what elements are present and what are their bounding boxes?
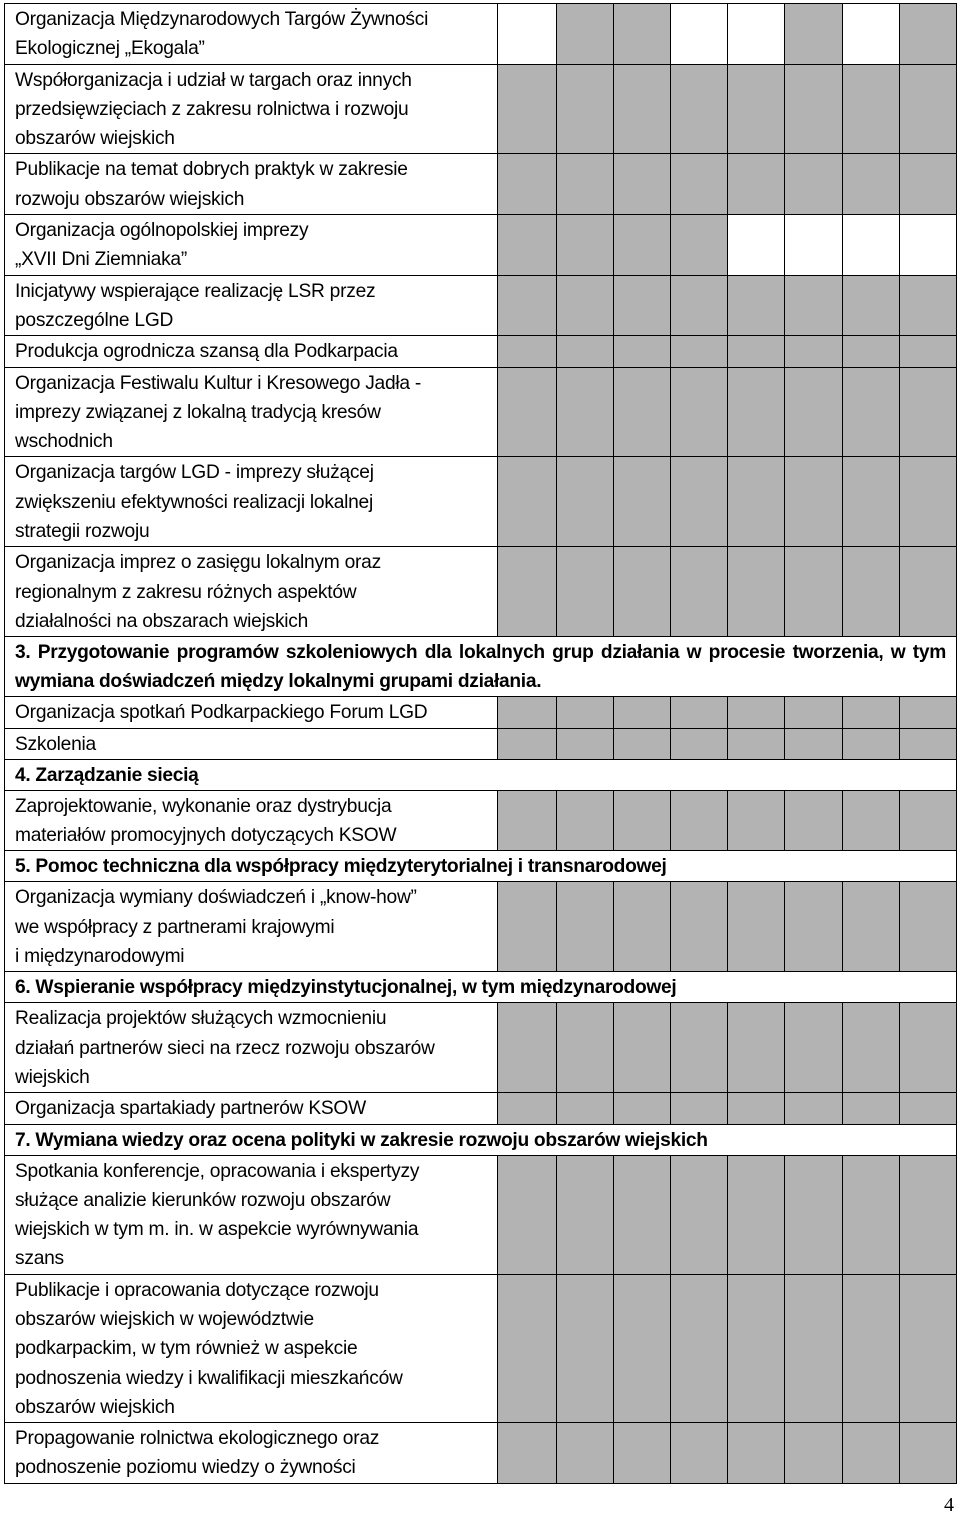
schedule-cell-filled bbox=[843, 1274, 900, 1422]
schedule-cell-filled bbox=[843, 154, 900, 215]
activity-row bbox=[5, 215, 957, 276]
schedule-cell-filled bbox=[900, 154, 957, 215]
schedule-cell-filled bbox=[728, 1423, 785, 1484]
schedule-cell-filled bbox=[671, 215, 728, 276]
page-number: 4 bbox=[944, 1494, 954, 1516]
schedule-cell-filled bbox=[498, 275, 557, 336]
schedule-cell-filled bbox=[498, 728, 557, 759]
schedule-cell-filled bbox=[785, 882, 843, 972]
schedule-cell-filled bbox=[728, 697, 785, 728]
schedule-cell-filled bbox=[843, 728, 900, 759]
schedule-cell-filled bbox=[614, 367, 671, 457]
schedule-cell-empty bbox=[498, 4, 557, 65]
schedule-cell-filled bbox=[900, 728, 957, 759]
schedule-cell-filled bbox=[900, 882, 957, 972]
activity-description: Organizacja Festiwalu Kultur i Kresowego Jadła - imprezy związanej z lokalną tradycją kresów wschodnich bbox=[5, 367, 498, 457]
schedule-cell-filled bbox=[557, 1274, 614, 1422]
activity-row bbox=[5, 882, 957, 972]
schedule-cell-filled bbox=[614, 547, 671, 637]
activity-row bbox=[5, 367, 957, 457]
schedule-cell-filled bbox=[614, 457, 671, 547]
activity-description: Organizacja Międzynarodowych Targów Żywności Ekologicznej „Ekogala” bbox=[5, 4, 498, 65]
activity-description: Publikacje na temat dobrych praktyk w zakresie rozwoju obszarów wiejskich bbox=[5, 154, 498, 215]
schedule-cell-filled bbox=[614, 1003, 671, 1093]
schedule-cell-filled bbox=[900, 790, 957, 851]
schedule-cell-filled bbox=[557, 1423, 614, 1484]
schedule-cell-filled bbox=[671, 1423, 728, 1484]
schedule-cell-filled bbox=[785, 64, 843, 154]
schedule-cell-filled bbox=[498, 336, 557, 367]
schedule-cell-filled bbox=[785, 4, 843, 65]
schedule-cell-filled bbox=[785, 154, 843, 215]
section-heading: 6. Wspieranie współpracy międzyinstytucjonalnej, w tym międzynarodowej bbox=[5, 972, 957, 1003]
schedule-cell-filled bbox=[557, 697, 614, 728]
schedule-cell-filled bbox=[728, 1155, 785, 1274]
schedule-cell-filled bbox=[728, 1003, 785, 1093]
schedule-cell-filled bbox=[671, 275, 728, 336]
schedule-cell-filled bbox=[843, 1003, 900, 1093]
schedule-cell-filled bbox=[785, 697, 843, 728]
schedule-cell-filled bbox=[614, 215, 671, 276]
activity-description: Organizacja targów LGD - imprezy służącej zwiększeniu efektywności realizacji lokalnej strategii rozwoju bbox=[5, 457, 498, 547]
activity-row bbox=[5, 1003, 957, 1093]
schedule-cell-filled bbox=[785, 1155, 843, 1274]
schedule-cell-empty bbox=[785, 215, 843, 276]
schedule-cell-filled bbox=[671, 367, 728, 457]
schedule-cell-filled bbox=[900, 1274, 957, 1422]
section-header-row bbox=[5, 851, 957, 882]
schedule-cell-filled bbox=[900, 697, 957, 728]
section-header-row bbox=[5, 637, 957, 697]
section-heading: 4. Zarządzanie siecią bbox=[5, 759, 957, 790]
schedule-cell-filled bbox=[614, 336, 671, 367]
schedule-cell-filled bbox=[671, 882, 728, 972]
schedule-cell-filled bbox=[728, 275, 785, 336]
activity-description: Propagowanie rolnictwa ekologicznego oraz podnoszenie poziomu wiedzy o żywności bbox=[5, 1423, 498, 1484]
schedule-cell-filled bbox=[614, 1423, 671, 1484]
schedule-cell-filled bbox=[671, 336, 728, 367]
activity-description: Organizacja spotkań Podkarpackiego Forum LGD bbox=[5, 697, 498, 728]
schedule-cell-filled bbox=[614, 1274, 671, 1422]
schedule-cell-filled bbox=[557, 215, 614, 276]
activity-row bbox=[5, 457, 957, 547]
schedule-cell-filled bbox=[557, 728, 614, 759]
schedule-cell-filled bbox=[843, 1423, 900, 1484]
schedule-cell-filled bbox=[843, 457, 900, 547]
activity-description: Spotkania konferencje, opracowania i ekspertyzy służące analizie kierunków rozwoju obszarów wiejskich w tym m. in. w aspekcie wyrównywania szans bbox=[5, 1155, 498, 1274]
schedule-cell-filled bbox=[900, 64, 957, 154]
schedule-cell-filled bbox=[498, 1155, 557, 1274]
schedule-cell-filled bbox=[614, 154, 671, 215]
schedule-cell-filled bbox=[557, 1003, 614, 1093]
schedule-cell-filled bbox=[785, 547, 843, 637]
activity-description: Realizacja projektów służących wzmocnieniu działań partnerów sieci na rzecz rozwoju obszarów wiejskich bbox=[5, 1003, 498, 1093]
activity-row bbox=[5, 154, 957, 215]
schedule-cell-filled bbox=[728, 1093, 785, 1124]
schedule-cell-filled bbox=[843, 64, 900, 154]
schedule-cell-filled bbox=[498, 547, 557, 637]
schedule-cell-filled bbox=[785, 790, 843, 851]
activity-description: Szkolenia bbox=[5, 728, 498, 759]
schedule-cell-filled bbox=[728, 728, 785, 759]
schedule-cell-filled bbox=[557, 367, 614, 457]
schedule-cell-filled bbox=[671, 790, 728, 851]
schedule-cell-filled bbox=[498, 882, 557, 972]
schedule-cell-filled bbox=[671, 1093, 728, 1124]
schedule-cell-filled bbox=[498, 1423, 557, 1484]
schedule-cell-empty bbox=[728, 4, 785, 65]
schedule-cell-filled bbox=[785, 1003, 843, 1093]
schedule-cell-filled bbox=[671, 697, 728, 728]
schedule-cell-filled bbox=[900, 1155, 957, 1274]
schedule-cell-filled bbox=[557, 547, 614, 637]
activity-row bbox=[5, 1274, 957, 1422]
schedule-cell-filled bbox=[557, 882, 614, 972]
schedule-cell-filled bbox=[843, 1155, 900, 1274]
schedule-cell-filled bbox=[900, 1423, 957, 1484]
schedule-cell-filled bbox=[557, 457, 614, 547]
schedule-cell-filled bbox=[614, 728, 671, 759]
schedule-cell-filled bbox=[728, 457, 785, 547]
schedule-cell-filled bbox=[671, 547, 728, 637]
schedule-cell-filled bbox=[498, 457, 557, 547]
schedule-cell-filled bbox=[785, 336, 843, 367]
schedule-cell-filled bbox=[671, 1155, 728, 1274]
schedule-cell-filled bbox=[498, 64, 557, 154]
section-header-row bbox=[5, 972, 957, 1003]
schedule-cell-empty bbox=[843, 215, 900, 276]
schedule-cell-filled bbox=[785, 275, 843, 336]
activity-description: Organizacja wymiany doświadczeń i „know-how” we współpracy z partnerami krajowymi i międzynarodowymi bbox=[5, 882, 498, 972]
schedule-cell-filled bbox=[843, 1093, 900, 1124]
schedule-cell-filled bbox=[671, 1003, 728, 1093]
schedule-cell-filled bbox=[728, 1274, 785, 1422]
schedule-cell-empty bbox=[728, 215, 785, 276]
activity-row bbox=[5, 697, 957, 728]
schedule-cell-filled bbox=[900, 1003, 957, 1093]
activity-description: Inicjatywy wspierające realizację LSR przez poszczególne LGD bbox=[5, 275, 498, 336]
schedule-cell-filled bbox=[671, 728, 728, 759]
schedule-cell-filled bbox=[785, 457, 843, 547]
schedule-cell-empty bbox=[671, 4, 728, 65]
schedule-cell-filled bbox=[843, 275, 900, 336]
schedule-cell-filled bbox=[614, 275, 671, 336]
schedule-cell-filled bbox=[557, 1155, 614, 1274]
schedule-cell-filled bbox=[614, 790, 671, 851]
activity-description: Zaprojektowanie, wykonanie oraz dystrybucja materiałów promocyjnych dotyczących KSOW bbox=[5, 790, 498, 851]
schedule-cell-filled bbox=[557, 154, 614, 215]
schedule-cell-filled bbox=[498, 154, 557, 215]
schedule-cell-filled bbox=[900, 367, 957, 457]
schedule-cell-filled bbox=[728, 64, 785, 154]
activity-row bbox=[5, 1093, 957, 1124]
schedule-cell-filled bbox=[671, 64, 728, 154]
schedule-cell-filled bbox=[843, 336, 900, 367]
schedule-cell-filled bbox=[728, 882, 785, 972]
schedule-cell-filled bbox=[900, 4, 957, 65]
schedule-cell-filled bbox=[498, 697, 557, 728]
activity-description: Współorganizacja i udział w targach oraz innych przedsięwzięciach z zakresu rolnictwa i rozwoju obszarów wiejskich bbox=[5, 64, 498, 154]
activity-row bbox=[5, 275, 957, 336]
schedule-table bbox=[4, 3, 957, 1484]
activity-row bbox=[5, 1423, 957, 1484]
schedule-cell-filled bbox=[728, 154, 785, 215]
schedule-cell-filled bbox=[900, 336, 957, 367]
schedule-cell-filled bbox=[843, 367, 900, 457]
schedule-cell-filled bbox=[785, 1093, 843, 1124]
schedule-cell-filled bbox=[900, 1093, 957, 1124]
schedule-cell-filled bbox=[614, 697, 671, 728]
schedule-cell-filled bbox=[557, 790, 614, 851]
activity-row bbox=[5, 547, 957, 637]
schedule-cell-filled bbox=[498, 1003, 557, 1093]
activity-row bbox=[5, 790, 957, 851]
schedule-cell-filled bbox=[785, 367, 843, 457]
section-header-row bbox=[5, 759, 957, 790]
schedule-cell-filled bbox=[614, 882, 671, 972]
schedule-cell-filled bbox=[785, 1423, 843, 1484]
schedule-cell-filled bbox=[843, 790, 900, 851]
schedule-cell-filled bbox=[498, 790, 557, 851]
schedule-cell-filled bbox=[843, 697, 900, 728]
schedule-cell-filled bbox=[728, 790, 785, 851]
schedule-cell-filled bbox=[614, 1155, 671, 1274]
schedule-cell-filled bbox=[900, 275, 957, 336]
schedule-cell-filled bbox=[900, 457, 957, 547]
schedule-cell-filled bbox=[614, 1093, 671, 1124]
activity-row bbox=[5, 4, 957, 65]
activity-description: Publikacje i opracowania dotyczące rozwoju obszarów wiejskich w województwie podkarpackim, w tym również w aspekcie podnoszenia wiedzy i kwalifikacji mieszkańców obszarów wiejskich bbox=[5, 1274, 498, 1422]
schedule-cell-filled bbox=[728, 367, 785, 457]
schedule-cell-filled bbox=[498, 1093, 557, 1124]
schedule-cell-filled bbox=[614, 4, 671, 65]
schedule-cell-filled bbox=[557, 4, 614, 65]
schedule-cell-filled bbox=[728, 336, 785, 367]
section-heading: 5. Pomoc techniczna dla współpracy międzyterytorialnej i transnarodowej bbox=[5, 851, 957, 882]
activity-description: Organizacja spartakiady partnerów KSOW bbox=[5, 1093, 498, 1124]
schedule-cell-empty bbox=[900, 215, 957, 276]
schedule-cell-empty bbox=[843, 4, 900, 65]
schedule-cell-filled bbox=[498, 367, 557, 457]
section-header-row bbox=[5, 1124, 957, 1155]
section-heading: 7. Wymiana wiedzy oraz ocena polityki w zakresie rozwoju obszarów wiejskich bbox=[5, 1124, 957, 1155]
schedule-cell-filled bbox=[498, 1274, 557, 1422]
activity-row bbox=[5, 1155, 957, 1274]
schedule-cell-filled bbox=[843, 882, 900, 972]
schedule-cell-filled bbox=[557, 275, 614, 336]
schedule-cell-filled bbox=[785, 1274, 843, 1422]
schedule-cell-filled bbox=[557, 336, 614, 367]
activity-description: Produkcja ogrodnicza szansą dla Podkarpacia bbox=[5, 336, 498, 367]
schedule-cell-filled bbox=[671, 1274, 728, 1422]
schedule-cell-filled bbox=[557, 64, 614, 154]
schedule-cell-filled bbox=[671, 154, 728, 215]
activity-row bbox=[5, 336, 957, 367]
schedule-cell-filled bbox=[785, 728, 843, 759]
schedule-cell-filled bbox=[557, 1093, 614, 1124]
schedule-cell-filled bbox=[498, 215, 557, 276]
activity-description: Organizacja ogólnopolskiej imprezy „XVII Dni Ziemniaka” bbox=[5, 215, 498, 276]
activity-row bbox=[5, 728, 957, 759]
schedule-cell-filled bbox=[671, 457, 728, 547]
section-heading: 3. Przygotowanie programów szkoleniowych dla lokalnych grup działania w procesie tworzenia, w tym wymiana doświadczeń między lokalnymi grupami działania. bbox=[5, 637, 957, 697]
schedule-cell-filled bbox=[728, 547, 785, 637]
activity-description: Organizacja imprez o zasięgu lokalnym oraz regionalnym z zakresu różnych aspektów działalności na obszarach wiejskich bbox=[5, 547, 498, 637]
schedule-cell-filled bbox=[614, 64, 671, 154]
schedule-cell-filled bbox=[900, 547, 957, 637]
schedule-cell-filled bbox=[843, 547, 900, 637]
activity-row bbox=[5, 64, 957, 154]
